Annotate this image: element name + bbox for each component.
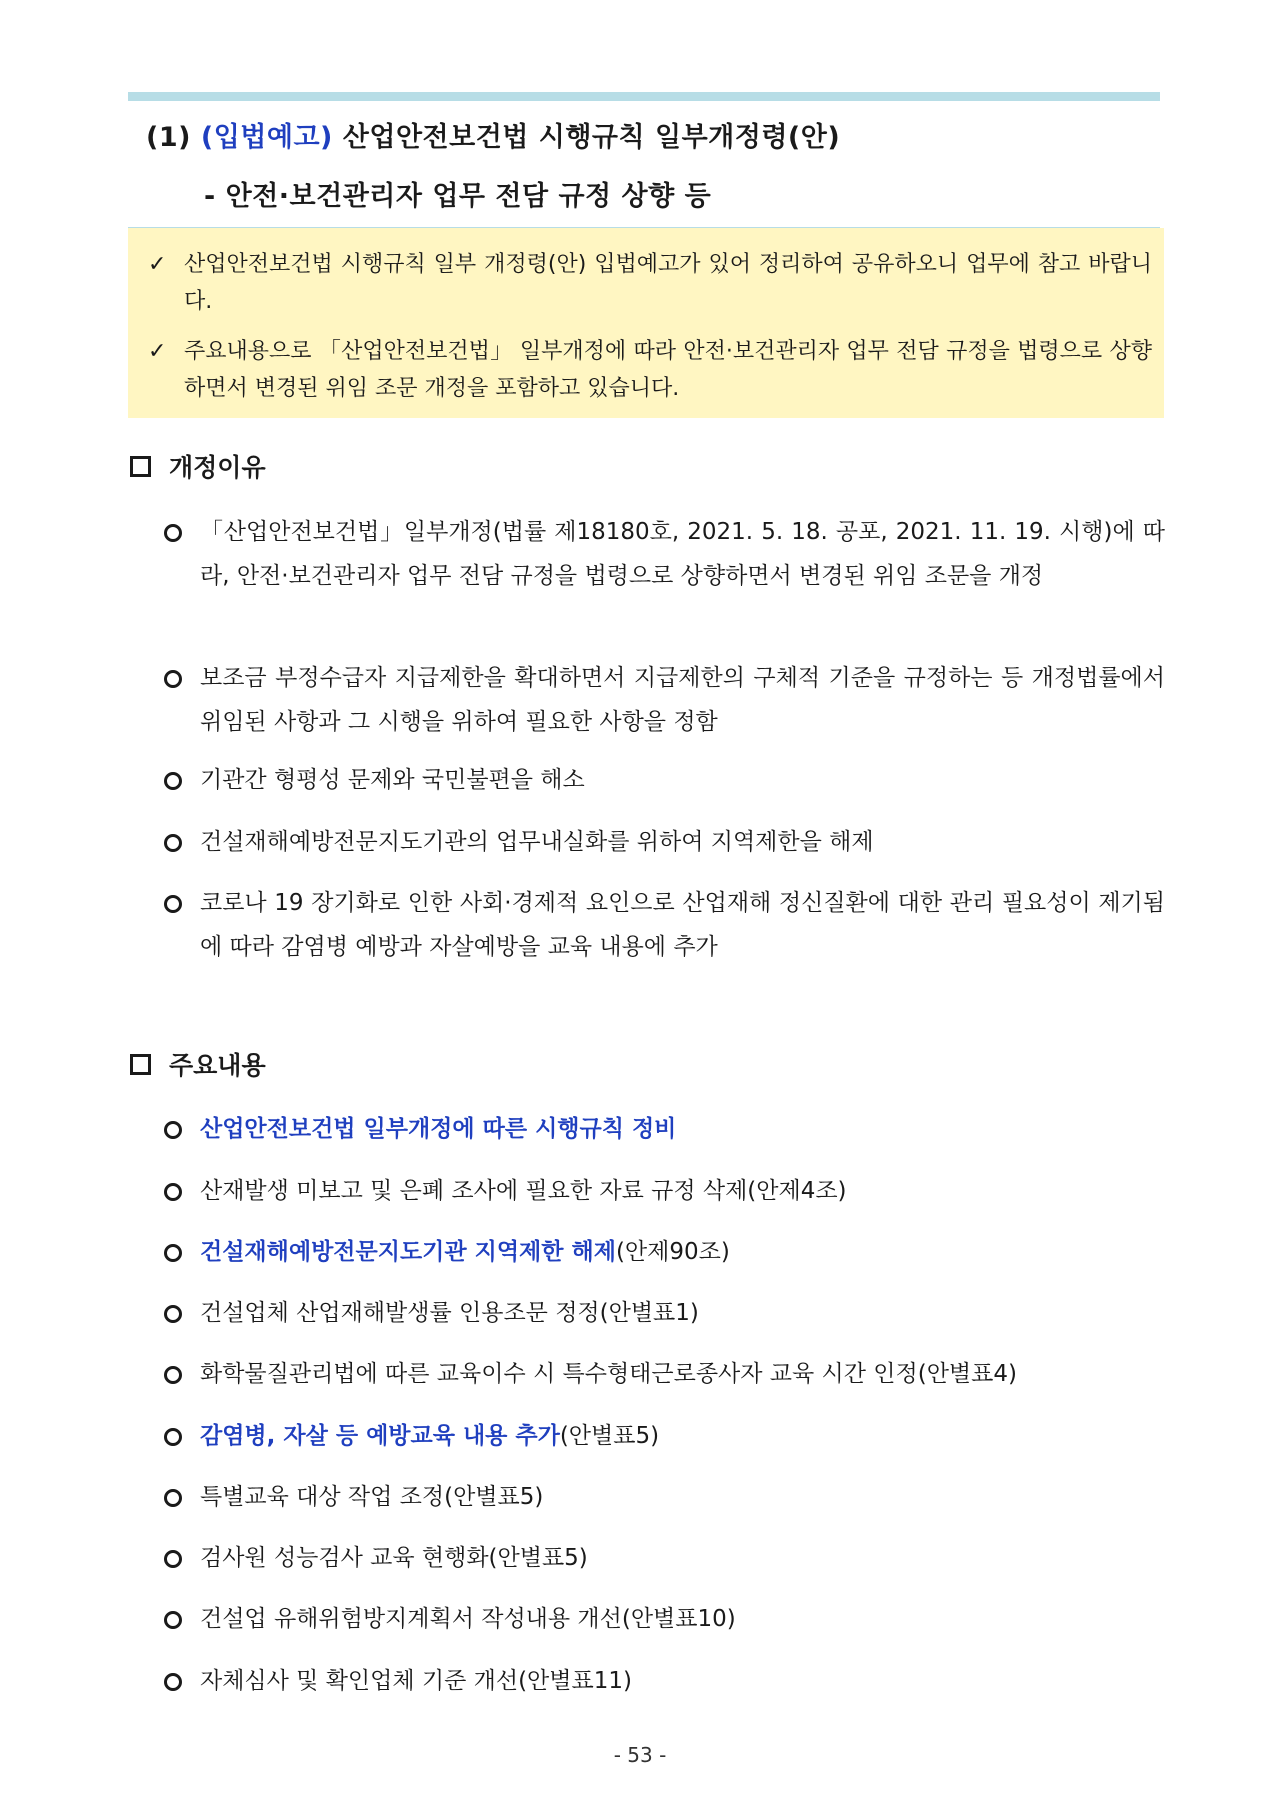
notice-text: 산업안전보건법 시행규칙 일부 개정령(안) 입법예고가 있어 정리하여 공유하오니 업무에 참고 바랍니다. (184, 252, 1152, 314)
circle-bullet-icon (160, 1230, 200, 1274)
page-subtitle: - 안전·보건관리자 업무 전담 규정 상향 등 (204, 181, 712, 212)
list-item (160, 881, 1165, 969)
list-item (160, 510, 1165, 598)
list-item (160, 1659, 1165, 1703)
notice-text: 주요내용으로 「산업안전보건법」 일부개정에 따라 안전·보건관리자 업무 전담 규정을 법령으로 상향하면서 변경된 위임 조문 개정을 포함하고 있습니다. (184, 339, 1152, 401)
section-heading-main (130, 1046, 266, 1082)
list-item-highlight: 건설재해예방전문지도기관 지역제한 해제 (200, 1239, 616, 1265)
page-number: - 53 - (613, 1743, 667, 1767)
circle-bullet-icon (160, 1659, 200, 1703)
list-item-text: (안별표5) (559, 1423, 660, 1449)
list-item (160, 1230, 1165, 1274)
list-item-highlight: 감염병, 자살 등 예방교육 내용 추가 (200, 1423, 560, 1449)
page-title (146, 115, 1160, 154)
list-item-text: 보조금 부정수급자 지급제한을 확대하면서 지급제한의 구체적 기준을 규정하는 등 개정법률에서 위임된 사항과 그 시행을 위하여 필요한 사항을 정함 (200, 665, 1165, 735)
list-item (160, 1352, 1165, 1396)
notice-box (128, 228, 1164, 418)
list-item-text: 산재발생 미보고 및 은폐 조사에 필요한 자료 규정 삭제(안제4조) (200, 1178, 847, 1204)
list-item-text: 기관간 형평성 문제와 국민불편을 해소 (200, 767, 585, 793)
title-main: 산업안전보건법 시행규칙 일부개정령(안) (342, 122, 841, 153)
list-item-text: 자체심사 및 확인업체 기준 개선(안별표11) (200, 1668, 632, 1694)
circle-bullet-icon (160, 1169, 200, 1213)
checkbox-square-icon (130, 456, 151, 477)
list-item (160, 1291, 1165, 1335)
circle-bullet-icon (160, 758, 200, 802)
section-heading-text: 개정이유 (169, 453, 266, 482)
list-item (160, 1475, 1165, 1519)
list-item-text: 특별교육 대상 작업 조정(안별표5) (200, 1484, 544, 1510)
list-item-text: 건설재해예방전문지도기관의 업무내실화를 위하여 지역제한을 해제 (200, 829, 874, 855)
list-item-text: (안제90조) (615, 1239, 730, 1265)
circle-bullet-icon (160, 820, 200, 864)
circle-bullet-icon (160, 1107, 200, 1151)
list-item-text: 「산업안전보건법」일부개정(법률 제18180호, 2021. 5. 18. 공포, 2021. 11. 19. 시행)에 따라, 안전·보건관리자 업무 전담 규정을 법령으로 상향하면서 변경된 위임 조문을 개정 (200, 519, 1165, 589)
checkmark-icon: ✓ (148, 339, 167, 364)
title-number: (1) (146, 122, 191, 153)
notice-item (140, 333, 1152, 407)
circle-bullet-icon (160, 656, 200, 744)
list-item-text: 화학물질관리법에 따른 교육이수 시 특수형태근로종사자 교육 시간 인정(안별표4) (200, 1361, 1017, 1387)
title-block (128, 92, 1160, 236)
title-tag: (입법예고) (200, 122, 333, 153)
list-item-highlight: 산업안전보건법 일부개정에 따른 시행규칙 정비 (200, 1116, 677, 1142)
list-item (160, 820, 1165, 864)
circle-bullet-icon (160, 1352, 200, 1396)
title-top-rule (128, 92, 1160, 101)
list-item-text: 검사원 성능검사 교육 현행화(안별표5) (200, 1545, 588, 1571)
circle-bullet-icon (160, 1536, 200, 1580)
list-item-text: 건설업체 산업재해발생률 인용조문 정정(안별표1) (200, 1300, 699, 1326)
circle-bullet-icon (160, 881, 200, 969)
list-item (160, 1597, 1165, 1641)
list-item (160, 1536, 1165, 1580)
list-item (160, 656, 1165, 744)
list-item-text: 건설업 유해위험방지계획서 작성내용 개선(안별표10) (200, 1606, 736, 1632)
circle-bullet-icon (160, 1597, 200, 1641)
circle-bullet-icon (160, 1414, 200, 1458)
list-item (160, 1169, 1165, 1213)
section-heading-text: 주요내용 (169, 1051, 266, 1080)
circle-bullet-icon (160, 1291, 200, 1335)
list-item (160, 1414, 1165, 1458)
circle-bullet-icon (160, 510, 200, 598)
section-heading-reason (130, 448, 266, 484)
notice-item (140, 246, 1152, 320)
list-item-text: 코로나 19 장기화로 인한 사회·경제적 요인으로 산업재해 정신질환에 대한 관리 필요성이 제기됨에 따라 감염병 예방과 자살예방을 교육 내용에 추가 (200, 890, 1165, 960)
checkmark-icon: ✓ (148, 252, 167, 277)
checkbox-square-icon (130, 1054, 151, 1075)
list-item (160, 758, 1165, 802)
list-item (160, 1107, 1165, 1151)
circle-bullet-icon (160, 1475, 200, 1519)
